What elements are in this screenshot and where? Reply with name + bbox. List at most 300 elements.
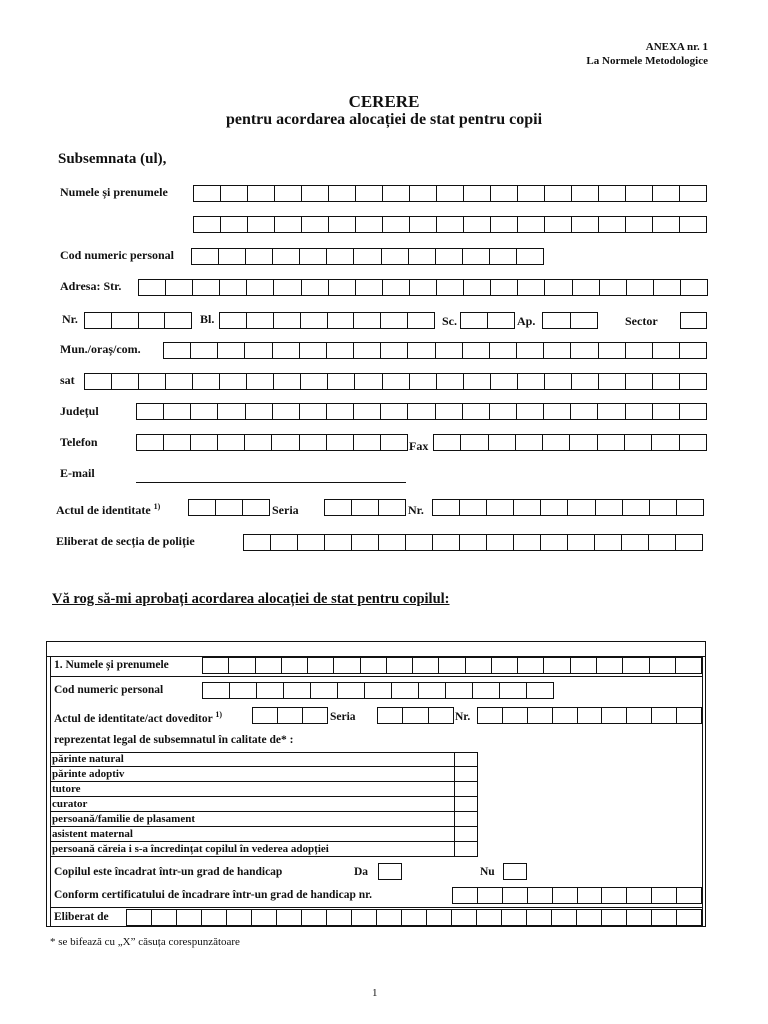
address-street-field-cell[interactable] — [329, 280, 356, 295]
fax-field-cell[interactable] — [625, 435, 652, 450]
id-number-field-cell[interactable] — [596, 500, 623, 515]
child-name-field-cell[interactable] — [544, 658, 570, 673]
applicant-name-field-line1-cell[interactable] — [194, 186, 221, 201]
child-name-field-cell[interactable] — [413, 658, 439, 673]
applicant-name-field-line1-cell[interactable] — [221, 186, 248, 201]
address-city-field-cell[interactable] — [680, 343, 707, 358]
child-name-field-cell[interactable] — [492, 658, 518, 673]
address-city-field-cell[interactable] — [191, 343, 218, 358]
phone-field-cell[interactable] — [381, 435, 408, 450]
child-number-field-cell[interactable] — [578, 708, 603, 723]
address-village-field-cell[interactable] — [626, 374, 653, 389]
address-village-field-cell[interactable] — [247, 374, 274, 389]
address-county-field-cell[interactable] — [517, 404, 544, 419]
issued-by-field-cell[interactable] — [595, 535, 622, 550]
address-sector-field[interactable] — [680, 312, 707, 329]
child-number-field-cell[interactable] — [478, 708, 503, 723]
handicap-certificate-field-cell[interactable] — [652, 888, 677, 903]
address-ap-field[interactable] — [542, 312, 598, 329]
child-number-field-cell[interactable] — [677, 708, 702, 723]
address-street-field[interactable] — [138, 279, 708, 296]
applicant-name-field-line2-cell[interactable] — [464, 217, 491, 232]
address-city-field-cell[interactable] — [327, 343, 354, 358]
applicant-name-field-line1-cell[interactable] — [545, 186, 572, 201]
child-issued-by-field-cell[interactable] — [652, 910, 677, 925]
id-document-type-field-cell[interactable] — [243, 500, 270, 515]
fax-field-cell[interactable] — [489, 435, 516, 450]
address-county-field-cell[interactable] — [327, 404, 354, 419]
applicant-name-field-line2-cell[interactable] — [356, 217, 383, 232]
applicant-name-field-line2-cell[interactable] — [383, 217, 410, 232]
child-issued-by-field-cell[interactable] — [227, 910, 252, 925]
address-county-field-cell[interactable] — [680, 404, 707, 419]
applicant-name-field-line1-cell[interactable] — [572, 186, 599, 201]
address-street-field-cell[interactable] — [166, 280, 193, 295]
address-street-field-cell[interactable] — [356, 280, 383, 295]
child-number-field-cell[interactable] — [652, 708, 677, 723]
child-id-document-type-field[interactable] — [252, 707, 328, 724]
address-village-field-cell[interactable] — [85, 374, 112, 389]
applicant-name-field-line1-cell[interactable] — [518, 186, 545, 201]
child-name-field-cell[interactable] — [334, 658, 360, 673]
address-sc-field-cell[interactable] — [488, 313, 515, 328]
address-city-field-cell[interactable] — [436, 343, 463, 358]
applicant-cnp-field-cell[interactable] — [409, 249, 436, 264]
issued-by-field-cell[interactable] — [649, 535, 676, 550]
child-name-field-cell[interactable] — [361, 658, 387, 673]
id-series-field-cell[interactable] — [379, 500, 406, 515]
child-name-field-cell[interactable] — [466, 658, 492, 673]
address-village-field-cell[interactable] — [383, 374, 410, 389]
address-county-field-cell[interactable] — [626, 404, 653, 419]
address-county-field-cell[interactable] — [246, 404, 273, 419]
address-bl-field-cell[interactable] — [301, 313, 328, 328]
child-number-field-cell[interactable] — [528, 708, 553, 723]
applicant-cnp-field-cell[interactable] — [382, 249, 409, 264]
child-id-document-type-field-cell[interactable] — [303, 708, 328, 723]
address-street-field-cell[interactable] — [220, 280, 247, 295]
address-county-field-cell[interactable] — [408, 404, 435, 419]
applicant-name-field-line2-cell[interactable] — [680, 217, 707, 232]
address-city-field-cell[interactable] — [544, 343, 571, 358]
address-bl-field-cell[interactable] — [408, 313, 435, 328]
address-bl-field-cell[interactable] — [247, 313, 274, 328]
issued-by-field-cell[interactable] — [622, 535, 649, 550]
child-number-field-cell[interactable] — [602, 708, 627, 723]
address-village-field-cell[interactable] — [572, 374, 599, 389]
child-cnp-field-cell[interactable] — [338, 683, 365, 698]
issued-by-field-cell[interactable] — [676, 535, 703, 550]
applicant-name-field-line1-cell[interactable] — [626, 186, 653, 201]
option-natural-parent-checkbox[interactable] — [454, 752, 478, 767]
address-street-field-cell[interactable] — [247, 280, 274, 295]
address-street-field-cell[interactable] — [139, 280, 166, 295]
applicant-name-field-line2-cell[interactable] — [491, 217, 518, 232]
address-county-field-cell[interactable] — [137, 404, 164, 419]
applicant-name-field-line2-cell[interactable] — [518, 217, 545, 232]
child-name-field-cell[interactable] — [650, 658, 676, 673]
address-county-field-cell[interactable] — [273, 404, 300, 419]
applicant-name-field-line1[interactable] — [193, 185, 707, 202]
address-county-field-cell[interactable] — [571, 404, 598, 419]
child-id-document-type-field-cell[interactable] — [253, 708, 278, 723]
phone-field-cell[interactable] — [327, 435, 354, 450]
address-street-field-cell[interactable] — [274, 280, 301, 295]
applicant-cnp-field[interactable] — [191, 248, 544, 265]
address-village-field-cell[interactable] — [220, 374, 247, 389]
issued-by-field-cell[interactable] — [514, 535, 541, 550]
child-name-field-cell[interactable] — [597, 658, 623, 673]
address-village-field-cell[interactable] — [545, 374, 572, 389]
handicap-certificate-field-cell[interactable] — [578, 888, 603, 903]
address-city-field-cell[interactable] — [571, 343, 598, 358]
address-county-field[interactable] — [136, 403, 707, 420]
address-city-field-cell[interactable] — [517, 343, 544, 358]
issued-by-field-cell[interactable] — [568, 535, 595, 550]
phone-field-cell[interactable] — [245, 435, 272, 450]
address-city-field-cell[interactable] — [626, 343, 653, 358]
address-city-field-cell[interactable] — [218, 343, 245, 358]
address-city-field-cell[interactable] — [245, 343, 272, 358]
address-bl-field[interactable] — [219, 312, 435, 329]
address-city-field-cell[interactable] — [354, 343, 381, 358]
child-series-field[interactable] — [377, 707, 454, 724]
phone-field-cell[interactable] — [218, 435, 245, 450]
option-curator-checkbox[interactable] — [454, 797, 478, 812]
id-series-field-cell[interactable] — [352, 500, 379, 515]
issued-by-field[interactable] — [243, 534, 703, 551]
fax-field-cell[interactable] — [598, 435, 625, 450]
child-name-field-cell[interactable] — [571, 658, 597, 673]
applicant-name-field-line1-cell[interactable] — [275, 186, 302, 201]
address-street-field-cell[interactable] — [654, 280, 681, 295]
id-number-field-cell[interactable] — [487, 500, 514, 515]
id-document-type-field-cell[interactable] — [189, 500, 216, 515]
applicant-cnp-field-cell[interactable] — [517, 249, 544, 264]
child-cnp-field-cell[interactable] — [392, 683, 419, 698]
address-county-field-cell[interactable] — [463, 404, 490, 419]
child-series-field-cell[interactable] — [378, 708, 403, 723]
address-street-field-cell[interactable] — [681, 280, 708, 295]
child-name-field-cell[interactable] — [203, 658, 229, 673]
address-street-field-cell[interactable] — [193, 280, 220, 295]
child-issued-by-field-cell[interactable] — [527, 910, 552, 925]
address-street-field-cell[interactable] — [437, 280, 464, 295]
id-number-field[interactable] — [432, 499, 704, 516]
child-cnp-field-cell[interactable] — [446, 683, 473, 698]
address-village-field-cell[interactable] — [328, 374, 355, 389]
address-street-field-cell[interactable] — [383, 280, 410, 295]
option-guardian-checkbox[interactable] — [454, 782, 478, 797]
applicant-name-field-line2-cell[interactable] — [437, 217, 464, 232]
child-cnp-field-cell[interactable] — [284, 683, 311, 698]
address-nr-field[interactable] — [84, 312, 192, 329]
id-document-type-field[interactable] — [188, 499, 270, 516]
applicant-name-field-line1-cell[interactable] — [680, 186, 707, 201]
address-county-field-cell[interactable] — [544, 404, 571, 419]
address-city-field-cell[interactable] — [463, 343, 490, 358]
phone-field-cell[interactable] — [272, 435, 299, 450]
address-village-field[interactable] — [84, 373, 707, 390]
id-number-field-cell[interactable] — [541, 500, 568, 515]
id-number-field-cell[interactable] — [650, 500, 677, 515]
address-city-field[interactable] — [163, 342, 707, 359]
address-bl-field-cell[interactable] — [220, 313, 247, 328]
applicant-name-field-line2-cell[interactable] — [410, 217, 437, 232]
applicant-name-field-line2-cell[interactable] — [194, 217, 221, 232]
child-id-document-type-field-cell[interactable] — [278, 708, 303, 723]
child-cnp-field-cell[interactable] — [527, 683, 554, 698]
id-number-field-cell[interactable] — [514, 500, 541, 515]
option-adoption-custody-checkbox[interactable] — [454, 842, 478, 857]
child-issued-by-field-cell[interactable] — [152, 910, 177, 925]
child-number-field-cell[interactable] — [503, 708, 528, 723]
address-street-field-cell[interactable] — [302, 280, 329, 295]
child-name-field[interactable] — [202, 657, 702, 674]
child-number-field-cell[interactable] — [627, 708, 652, 723]
address-nr-field-cell[interactable] — [85, 313, 112, 328]
applicant-name-field-line2-cell[interactable] — [572, 217, 599, 232]
address-county-field-cell[interactable] — [436, 404, 463, 419]
applicant-name-field-line2-cell[interactable] — [653, 217, 680, 232]
child-issued-by-field[interactable] — [126, 909, 702, 926]
address-village-field-cell[interactable] — [193, 374, 220, 389]
issued-by-field-cell[interactable] — [244, 535, 271, 550]
address-street-field-cell[interactable] — [573, 280, 600, 295]
address-city-field-cell[interactable] — [273, 343, 300, 358]
child-issued-by-field-cell[interactable] — [277, 910, 302, 925]
address-nr-field-cell[interactable] — [165, 313, 192, 328]
applicant-name-field-line2-cell[interactable] — [275, 217, 302, 232]
child-issued-by-field-cell[interactable] — [602, 910, 627, 925]
child-name-field-cell[interactable] — [439, 658, 465, 673]
applicant-name-field-line1-cell[interactable] — [383, 186, 410, 201]
child-issued-by-field-cell[interactable] — [552, 910, 577, 925]
applicant-name-field-line2-cell[interactable] — [599, 217, 626, 232]
handicap-certificate-field-cell[interactable] — [528, 888, 553, 903]
address-county-field-cell[interactable] — [191, 404, 218, 419]
address-county-field-cell[interactable] — [354, 404, 381, 419]
child-cnp-field-cell[interactable] — [500, 683, 527, 698]
fax-field-cell[interactable] — [434, 435, 461, 450]
applicant-cnp-field-cell[interactable] — [192, 249, 219, 264]
handicap-certificate-field-cell[interactable] — [478, 888, 503, 903]
issued-by-field-cell[interactable] — [298, 535, 325, 550]
applicant-name-field-line1-cell[interactable] — [653, 186, 680, 201]
applicant-name-field-line1-cell[interactable] — [464, 186, 491, 201]
fax-field-cell[interactable] — [652, 435, 679, 450]
issued-by-field-cell[interactable] — [541, 535, 568, 550]
child-cnp-field[interactable] — [202, 682, 554, 699]
fax-field-cell[interactable] — [543, 435, 570, 450]
applicant-name-field-line1-cell[interactable] — [410, 186, 437, 201]
address-county-field-cell[interactable] — [381, 404, 408, 419]
child-issued-by-field-cell[interactable] — [327, 910, 352, 925]
applicant-cnp-field-cell[interactable] — [300, 249, 327, 264]
child-series-field-cell[interactable] — [429, 708, 454, 723]
child-name-field-cell[interactable] — [282, 658, 308, 673]
handicap-no-checkbox[interactable] — [503, 863, 527, 880]
address-city-field-cell[interactable] — [381, 343, 408, 358]
fax-field-cell[interactable] — [680, 435, 707, 450]
applicant-cnp-field-cell[interactable] — [327, 249, 354, 264]
child-issued-by-field-cell[interactable] — [252, 910, 277, 925]
child-cnp-field-cell[interactable] — [419, 683, 446, 698]
phone-field-cell[interactable] — [164, 435, 191, 450]
child-number-field-cell[interactable] — [553, 708, 578, 723]
child-issued-by-field-cell[interactable] — [177, 910, 202, 925]
address-village-field-cell[interactable] — [518, 374, 545, 389]
applicant-name-field-line2-cell[interactable] — [545, 217, 572, 232]
address-county-field-cell[interactable] — [490, 404, 517, 419]
address-city-field-cell[interactable] — [653, 343, 680, 358]
child-cnp-field-cell[interactable] — [203, 683, 230, 698]
handicap-certificate-field-cell[interactable] — [677, 888, 702, 903]
applicant-name-field-line2-cell[interactable] — [626, 217, 653, 232]
issued-by-field-cell[interactable] — [433, 535, 460, 550]
child-issued-by-field-cell[interactable] — [627, 910, 652, 925]
address-street-field-cell[interactable] — [545, 280, 572, 295]
issued-by-field-cell[interactable] — [352, 535, 379, 550]
address-village-field-cell[interactable] — [437, 374, 464, 389]
address-bl-field-cell[interactable] — [354, 313, 381, 328]
address-city-field-cell[interactable] — [300, 343, 327, 358]
applicant-name-field-line1-cell[interactable] — [491, 186, 518, 201]
child-issued-by-field-cell[interactable] — [427, 910, 452, 925]
address-county-field-cell[interactable] — [218, 404, 245, 419]
applicant-name-field-line1-cell[interactable] — [302, 186, 329, 201]
applicant-cnp-field-cell[interactable] — [246, 249, 273, 264]
address-city-field-cell[interactable] — [490, 343, 517, 358]
applicant-cnp-field-cell[interactable] — [354, 249, 381, 264]
child-cnp-field-cell[interactable] — [257, 683, 284, 698]
handicap-certificate-field-cell[interactable] — [503, 888, 528, 903]
handicap-certificate-field-cell[interactable] — [553, 888, 578, 903]
address-village-field-cell[interactable] — [599, 374, 626, 389]
handicap-yes-checkbox[interactable] — [378, 863, 402, 880]
id-number-field-cell[interactable] — [460, 500, 487, 515]
applicant-cnp-field-cell[interactable] — [273, 249, 300, 264]
issued-by-field-cell[interactable] — [406, 535, 433, 550]
handicap-certificate-field-cell[interactable] — [602, 888, 627, 903]
child-cnp-field-cell[interactable] — [365, 683, 392, 698]
address-nr-field-cell[interactable] — [112, 313, 139, 328]
address-street-field-cell[interactable] — [491, 280, 518, 295]
child-issued-by-field-cell[interactable] — [352, 910, 377, 925]
address-village-field-cell[interactable] — [491, 374, 518, 389]
applicant-name-field-line1-cell[interactable] — [356, 186, 383, 201]
address-village-field-cell[interactable] — [112, 374, 139, 389]
address-street-field-cell[interactable] — [464, 280, 491, 295]
handicap-certificate-field-cell[interactable] — [453, 888, 478, 903]
option-foster-family-checkbox[interactable] — [454, 812, 478, 827]
address-street-field-cell[interactable] — [518, 280, 545, 295]
applicant-name-field-line2-cell[interactable] — [302, 217, 329, 232]
address-village-field-cell[interactable] — [410, 374, 437, 389]
phone-field-cell[interactable] — [191, 435, 218, 450]
applicant-cnp-field-cell[interactable] — [436, 249, 463, 264]
address-village-field-cell[interactable] — [139, 374, 166, 389]
address-village-field-cell[interactable] — [653, 374, 680, 389]
issued-by-field-cell[interactable] — [379, 535, 406, 550]
applicant-name-field-line2-cell[interactable] — [221, 217, 248, 232]
id-number-field-cell[interactable] — [433, 500, 460, 515]
address-ap-field-cell[interactable] — [543, 313, 571, 328]
child-series-field-cell[interactable] — [403, 708, 428, 723]
issued-by-field-cell[interactable] — [271, 535, 298, 550]
phone-field[interactable] — [136, 434, 408, 451]
child-issued-by-field-cell[interactable] — [677, 910, 702, 925]
id-document-type-field-cell[interactable] — [216, 500, 243, 515]
address-bl-field-cell[interactable] — [381, 313, 408, 328]
child-name-field-cell[interactable] — [623, 658, 649, 673]
id-number-field-cell[interactable] — [623, 500, 650, 515]
fax-field-cell[interactable] — [570, 435, 597, 450]
address-county-field-cell[interactable] — [300, 404, 327, 419]
id-number-field-cell[interactable] — [568, 500, 595, 515]
phone-field-cell[interactable] — [137, 435, 164, 450]
issued-by-field-cell[interactable] — [325, 535, 352, 550]
phone-field-cell[interactable] — [300, 435, 327, 450]
applicant-cnp-field-cell[interactable] — [490, 249, 517, 264]
handicap-certificate-field-cell[interactable] — [627, 888, 652, 903]
phone-field-cell[interactable] — [354, 435, 381, 450]
address-nr-field-cell[interactable] — [139, 313, 166, 328]
child-name-field-cell[interactable] — [308, 658, 334, 673]
fax-field-cell[interactable] — [461, 435, 488, 450]
child-name-field-cell[interactable] — [387, 658, 413, 673]
child-number-field[interactable] — [477, 707, 702, 724]
child-name-field-cell[interactable] — [676, 658, 702, 673]
issued-by-field-cell[interactable] — [487, 535, 514, 550]
address-street-field-cell[interactable] — [410, 280, 437, 295]
option-adoptive-parent-checkbox[interactable] — [454, 767, 478, 782]
child-name-field-cell[interactable] — [518, 658, 544, 673]
address-ap-field-cell[interactable] — [571, 313, 599, 328]
child-issued-by-field-cell[interactable] — [402, 910, 427, 925]
child-issued-by-field-cell[interactable] — [477, 910, 502, 925]
child-name-field-cell[interactable] — [256, 658, 282, 673]
applicant-name-field-line2-cell[interactable] — [329, 217, 356, 232]
child-issued-by-field-cell[interactable] — [202, 910, 227, 925]
address-city-field-cell[interactable] — [164, 343, 191, 358]
child-name-field-cell[interactable] — [229, 658, 255, 673]
address-sc-field[interactable] — [460, 312, 515, 329]
address-bl-field-cell[interactable] — [328, 313, 355, 328]
applicant-cnp-field-cell[interactable] — [463, 249, 490, 264]
fax-field-cell[interactable] — [516, 435, 543, 450]
child-issued-by-field-cell[interactable] — [452, 910, 477, 925]
applicant-name-field-line1-cell[interactable] — [248, 186, 275, 201]
address-village-field-cell[interactable] — [274, 374, 301, 389]
child-issued-by-field-cell[interactable] — [127, 910, 152, 925]
address-street-field-cell[interactable] — [627, 280, 654, 295]
address-village-field-cell[interactable] — [464, 374, 491, 389]
id-number-field-cell[interactable] — [677, 500, 704, 515]
child-issued-by-field-cell[interactable] — [302, 910, 327, 925]
child-issued-by-field-cell[interactable] — [577, 910, 602, 925]
child-cnp-field-cell[interactable] — [230, 683, 257, 698]
address-village-field-cell[interactable] — [680, 374, 707, 389]
address-village-field-cell[interactable] — [355, 374, 382, 389]
applicant-name-field-line1-cell[interactable] — [599, 186, 626, 201]
child-issued-by-field-cell[interactable] — [377, 910, 402, 925]
id-series-field[interactable] — [324, 499, 406, 516]
applicant-cnp-field-cell[interactable] — [219, 249, 246, 264]
address-village-field-cell[interactable] — [166, 374, 193, 389]
address-street-field-cell[interactable] — [600, 280, 627, 295]
address-city-field-cell[interactable] — [599, 343, 626, 358]
